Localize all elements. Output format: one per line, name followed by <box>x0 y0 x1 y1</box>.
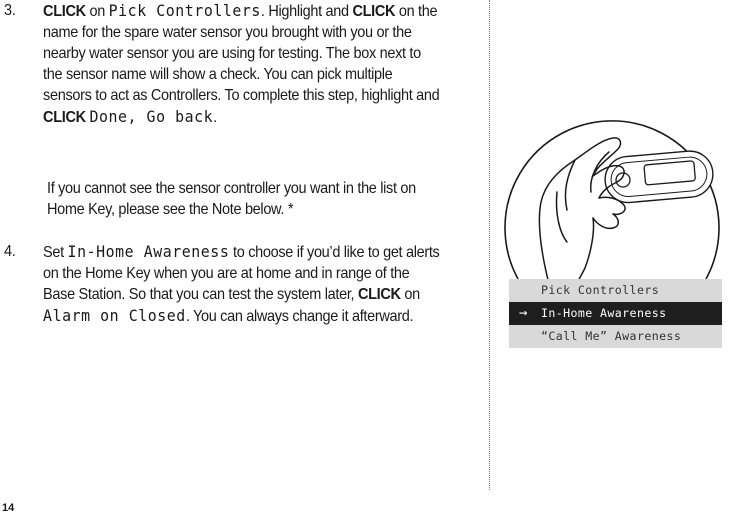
step-number: 4. <box>4 243 16 260</box>
menu-item-in-home-awareness[interactable] <box>509 302 722 325</box>
step-text <box>43 0 441 128</box>
selection-arrow-icon: → <box>519 305 528 321</box>
click-keyword: CLICK <box>43 3 86 20</box>
text-run: on <box>400 286 420 303</box>
device-menu <box>509 279 722 348</box>
hand-holding-key-illustration <box>497 92 727 292</box>
lcd-term-alarm-on-closed: Alarm on Closed <box>43 306 186 325</box>
hand-icon <box>539 138 625 288</box>
step-text <box>43 241 441 327</box>
click-keyword: CLICK <box>43 109 86 126</box>
step-3 <box>4 0 441 128</box>
click-keyword: CLICK <box>357 286 401 303</box>
step-4 <box>4 241 441 327</box>
text-run: . <box>213 109 217 126</box>
circle-frame <box>505 121 719 279</box>
text-run: Set <box>43 244 68 261</box>
column-divider <box>489 0 490 490</box>
lcd-term-pick-controllers: Pick Controllers <box>108 1 261 20</box>
text-run: on the name for the spare water sensor you brought with you or the nearby water sensor you are using for testing. The box next to the sensor name will show a check. You can pick multiple sensors to act as Controllers. To complete this step, highlight and <box>43 3 440 104</box>
step-number: 3. <box>4 2 16 19</box>
home-key-fob-icon <box>603 149 715 204</box>
page-number: 14 <box>2 502 15 514</box>
menu-item-label: In-Home Awareness <box>541 306 667 320</box>
text-run: . You can always change it afterward. <box>185 308 414 325</box>
click-keyword: CLICK <box>352 3 396 20</box>
menu-item-label: “Call Me” Awareness <box>541 329 682 343</box>
menu-item-call-me-awareness[interactable] <box>509 325 722 348</box>
text-run: on <box>85 3 109 20</box>
text-run: to choose if you’d like to get alerts on the Home Key when you are at home and in range of the Base Station. So that you can test the system later, <box>43 244 440 303</box>
text-run: . Highlight and <box>260 3 353 20</box>
lcd-term-in-home-awareness: In-Home Awareness <box>67 242 230 261</box>
menu-item-pick-controllers[interactable] <box>509 279 722 302</box>
menu-item-label: Pick Controllers <box>541 283 660 297</box>
lcd-term-done-go-back: Done, Go back <box>89 107 214 126</box>
note-paragraph: If you cannot see the sensor controller you want in the list on Home Key, please see the Note below. * <box>47 180 416 218</box>
